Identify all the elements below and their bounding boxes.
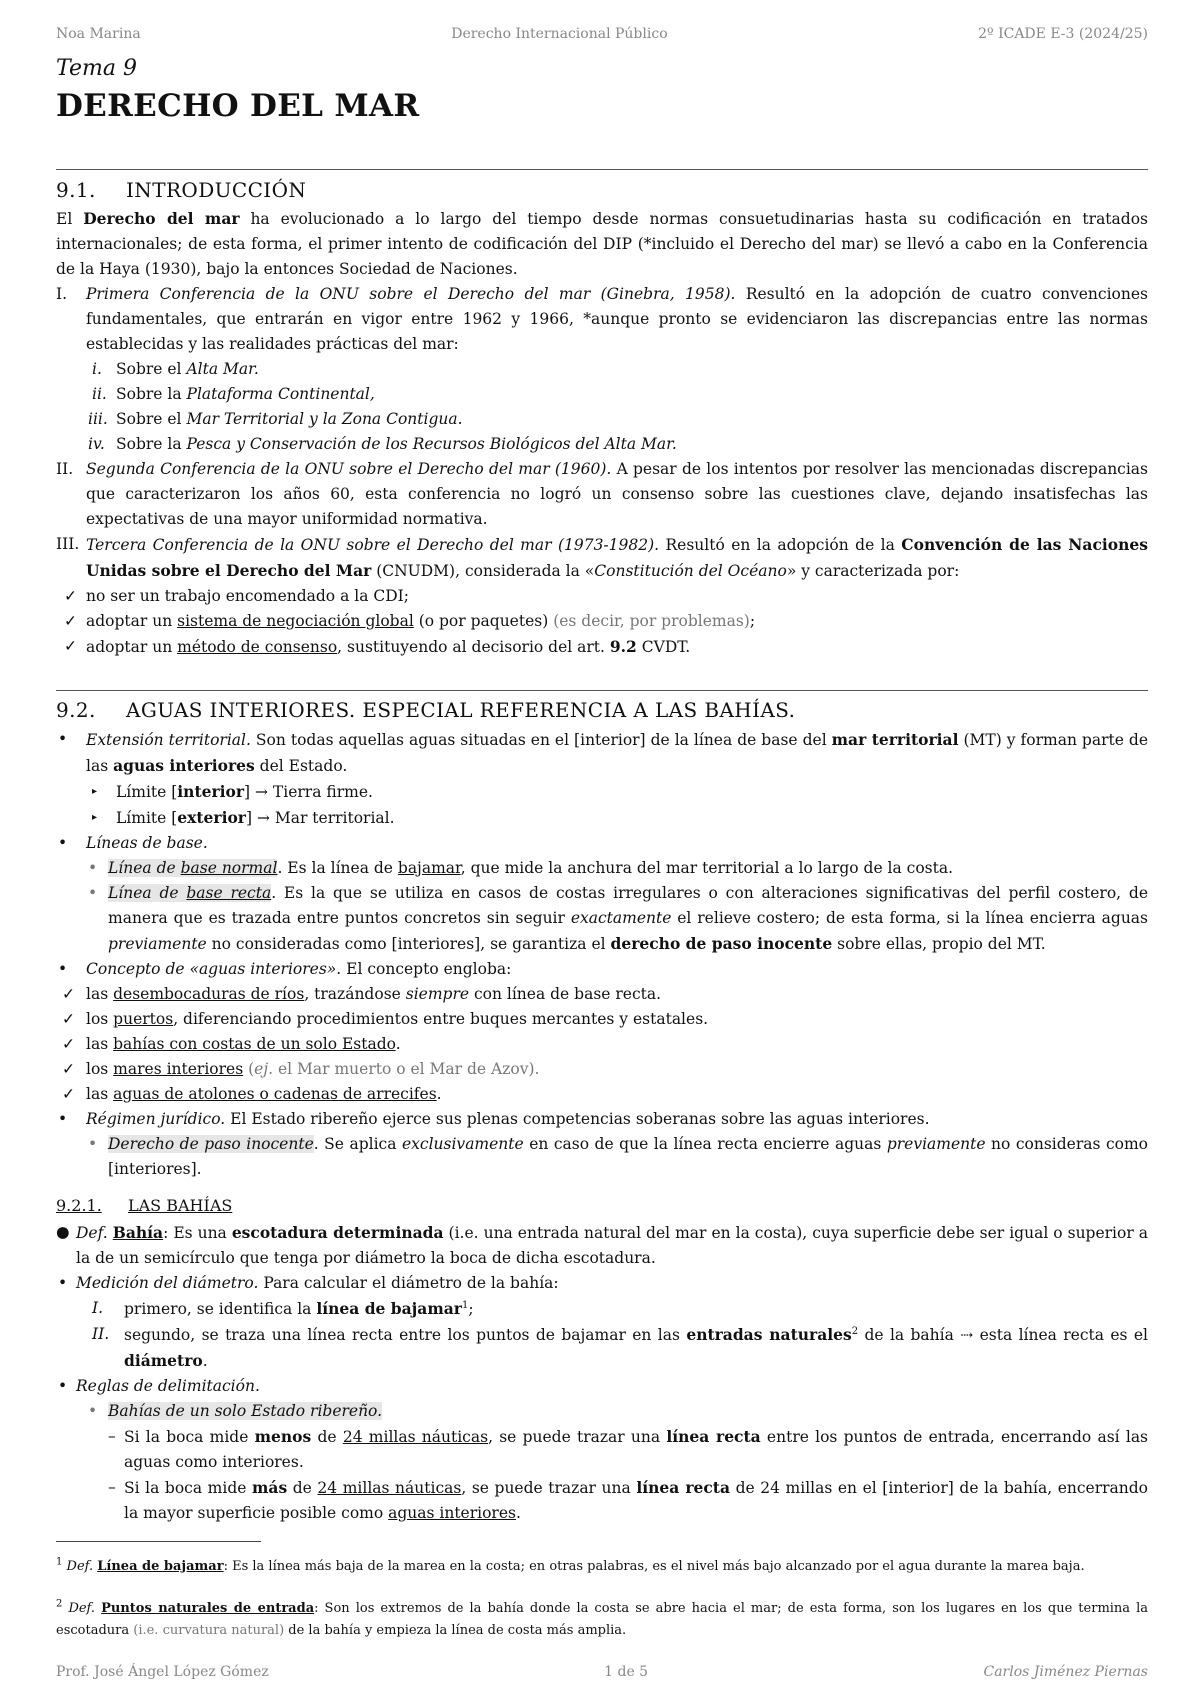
sub-bullet: • Bahías de un solo Estado ribereño. — [56, 1399, 1148, 1424]
topic-label: Tema 9 — [56, 56, 137, 81]
footnote-1: $^1$ Def. Línea de bajamar: Es la línea más baja de la marea en la costa; en otras palabras, es el nivel más bajo alcanzado por el agua durante la marea baja. — [56, 1556, 1085, 1574]
bullet-item: • Líneas de base. — [56, 831, 1148, 856]
page-footer — [56, 1664, 1148, 1680]
check-icon: ✓ — [62, 985, 75, 1003]
sub-bullet: • Derecho de paso inocente. Se aplica exclusivamente en caso de que la línea recta encierre aguas previamente no consideras como [interiores]. — [56, 1132, 1148, 1182]
section-9-1-body — [56, 206, 1148, 660]
subsection-heading-9-2-1: 9.2.1. LAS BAHÍAS — [56, 1196, 233, 1215]
bullet-icon: • — [58, 1110, 68, 1128]
arrow-bullet-icon: ▸ — [92, 786, 98, 797]
page-title: DERECHO DEL MAR — [56, 88, 420, 124]
bullet-icon: ● — [56, 1223, 70, 1241]
header-subject: Derecho Internacional Público — [451, 26, 668, 42]
check-item: ✓ las aguas de atolones o cadenas de arrecifes. — [56, 1082, 1148, 1107]
section-heading-9-2: 9.2. AGUAS INTERIORES. ESPECIAL REFERENCIA A LAS BAHÍAS. — [56, 698, 796, 722]
sub-item: i. Sobre el Alta Mar. — [92, 360, 259, 378]
check-item: ✓ los mares interiores (ej. el Mar muerto o el Mar de Azov). — [56, 1057, 1148, 1082]
footnote-rule — [56, 1541, 261, 1542]
check-icon: ✓ — [62, 1010, 75, 1028]
bullet-icon: • — [58, 960, 68, 978]
dash-icon: – — [108, 1427, 116, 1445]
check-icon: ✓ — [62, 1060, 75, 1078]
footnote-2: $^2$ Def. Puntos naturales de entrada: Son los extremos de la bahía donde la costa se abre hacia el mar; de esta forma, son los lugares en los que termina la escotadura (i.e. curvatura natural) de la bahía y empieza la línea de costa más amplia. — [56, 1598, 1149, 1638]
bullet-icon: • — [88, 1402, 98, 1420]
bullet-icon: • — [58, 730, 68, 748]
intro-paragraph: El Derecho del mar ha evolucionado a lo largo del tiempo desde normas consuetudinarias hasta su codificación en tratados internacionales; de esta forma, el primer intento de codificación del DIP (*incluido el Derecho del mar) se llevó a cabo en la Conferencia de la Haya (1930), bajo la entonces Sociedad de Naciones. — [56, 209, 1148, 278]
bullet-icon: • — [88, 859, 98, 877]
sub-bullet: • Línea de base recta. Es la que se utiliza en casos de costas irregulares o con alteraciones significativas del perfil costero, de manera que es trazada entre puntos concretos sin seguir exactamente el relieve costero; de esta forma, si la línea encierra aguas previamente no consideradas como [interiores], se garantiza el derecho de paso inocente sobre ellas, propio del MT. — [56, 881, 1148, 957]
check-item: ✓ las desembocaduras de ríos, trazándose siempre con línea de base recta. — [56, 982, 1148, 1007]
dash-icon: – — [108, 1478, 116, 1496]
check-item: ✓ los puertos, diferenciando procedimientos entre buques mercantes y estatales. — [56, 1007, 1148, 1032]
bullet-icon: • — [58, 834, 68, 852]
bullet-item: • Medición del diámetro. Para calcular el diámetro de la bahía: — [56, 1271, 1148, 1296]
document-page — [56, 0, 1148, 1696]
list-item-I: I. Primera Conferencia de la ONU sobre el Derecho del mar (Ginebra, 1958). Resultó en la adopción de cuatro convenciones fundamentales, que entrarán en vigor entre 1962 y 1966, *aunque pronto se evidenciaron las discrepancias entre las normas establecidas y las realidades prácticas del mar: — [56, 285, 1148, 353]
definition-item: ● Def. Bahía: Es una escotadura determinada (i.e. una entrada natural del mar en la costa), cuya superficie debe ser igual o superior a la de un semicírculo que tenga por diámetro la boca de dicha escotadura. — [56, 1220, 1148, 1271]
header-author: Noa Marina — [56, 26, 141, 42]
check-item: ✓ adoptar un sistema de negociación global (o por paquetes) (es decir, por problemas); — [56, 609, 1148, 634]
bullet-icon: • — [58, 1377, 68, 1395]
sub-item: iv. Sobre la Pesca y Conservación de los Recursos Biológicos del Alta Mar. — [88, 435, 677, 453]
footer-author: Carlos Jiménez Piernas — [983, 1664, 1148, 1680]
section-divider — [56, 169, 1148, 170]
section-divider — [56, 690, 1148, 691]
sub-bullet: • Línea de base normal. Es la línea de bajamar, que mide la anchura del mar territorial a lo largo de la costa. — [56, 856, 1148, 881]
bullet-icon: • — [88, 884, 98, 902]
numbered-item: II. segundo, se traza una línea recta entre los puntos de bajamar en las entradas naturales$^2$ de la bahía ⇢ esta línea recta es el diámetro. — [92, 1325, 1149, 1370]
sub-item: ii. Sobre la Plataforma Continental, — [92, 385, 375, 403]
bullet-item: • Extensión territorial. Son todas aquellas aguas situadas en el [interior] de la línea de base del mar territorial (MT) y forman parte de las aguas interiores del Estado. — [56, 727, 1148, 779]
bullet-item: • Régimen jurídico. El Estado ribereño ejerce sus plenas competencias soberanas sobre las aguas interiores. — [56, 1107, 1148, 1132]
check-icon: ✓ — [62, 1035, 75, 1053]
arrow-bullet-icon: ▸ — [92, 812, 98, 823]
bullet-item: • Concepto de «aguas interiores». El concepto engloba: — [56, 957, 1148, 982]
list-item-II: II. Segunda Conferencia de la ONU sobre el Derecho del mar (1960). A pesar de los intentos por resolver las mencionadas discrepancias que caracterizaron los años 60, esta conferencia no logró un consenso sobre las cuestiones clave, dejando insatisfechas las expectativas de una mayor uniformidad normativa. — [56, 460, 1149, 528]
check-item: ✓ no ser un trabajo encomendado a la CDI; — [56, 584, 1148, 609]
section-9-2-1-body — [56, 1220, 1148, 1526]
bullet-icon: • — [58, 1274, 68, 1292]
sub-bullet: ▸ Límite [exterior] → Mar territorial. — [56, 805, 1148, 831]
check-icon: ✓ — [62, 1085, 75, 1103]
page-number: 1 de 5 — [604, 1664, 649, 1680]
list-item-III: III. Tercera Conferencia de la ONU sobre el Derecho del mar (1973-1982). Resultó en la adopción de la Convención de las Naciones Unidas sobre el Derecho del Mar (CNUDM), considerada la «Constitución del Océano» y caracterizada por: — [56, 535, 1148, 580]
check-icon: ✓ — [64, 612, 77, 630]
section-heading-9-1: 9.1. INTRODUCCIÓN — [56, 178, 307, 202]
check-item: ✓ las bahías con costas de un solo Estado. — [56, 1032, 1148, 1057]
footer-professor: Prof. José Ángel López Gómez — [56, 1664, 269, 1680]
sub-bullet: ▸ Límite [interior] → Tierra firme. — [56, 779, 1148, 805]
check-icon: ✓ — [64, 637, 77, 655]
sub-item: iii. Sobre el Mar Territorial y la Zona Contigua. — [88, 410, 463, 428]
dash-item: – Si la boca mide menos de 24 millas náuticas, se puede trazar una línea recta entre los puntos de entrada, encerrando así las aguas como interiores. — [56, 1424, 1148, 1475]
header-course: 2º ICADE E-3 (2024/25) — [978, 26, 1148, 42]
section-9-2-body — [56, 727, 1148, 1182]
check-item: ✓ adoptar un método de consenso, sustituyendo al decisorio del art. 9.2 CVDT. — [56, 634, 1148, 660]
bullet-item: • Reglas de delimitación. — [56, 1374, 1148, 1399]
page-header — [56, 26, 1148, 42]
numbered-item: I. primero, se identifica la línea de bajamar$^1$; — [92, 1299, 474, 1318]
dash-item: – Si la boca mide más de 24 millas náuticas, se puede trazar una línea recta de 24 millas en el [interior] de la bahía, encerrando la mayor superficie posible como aguas interiores. — [56, 1475, 1148, 1526]
check-icon: ✓ — [64, 587, 77, 605]
bullet-icon: • — [88, 1135, 98, 1153]
